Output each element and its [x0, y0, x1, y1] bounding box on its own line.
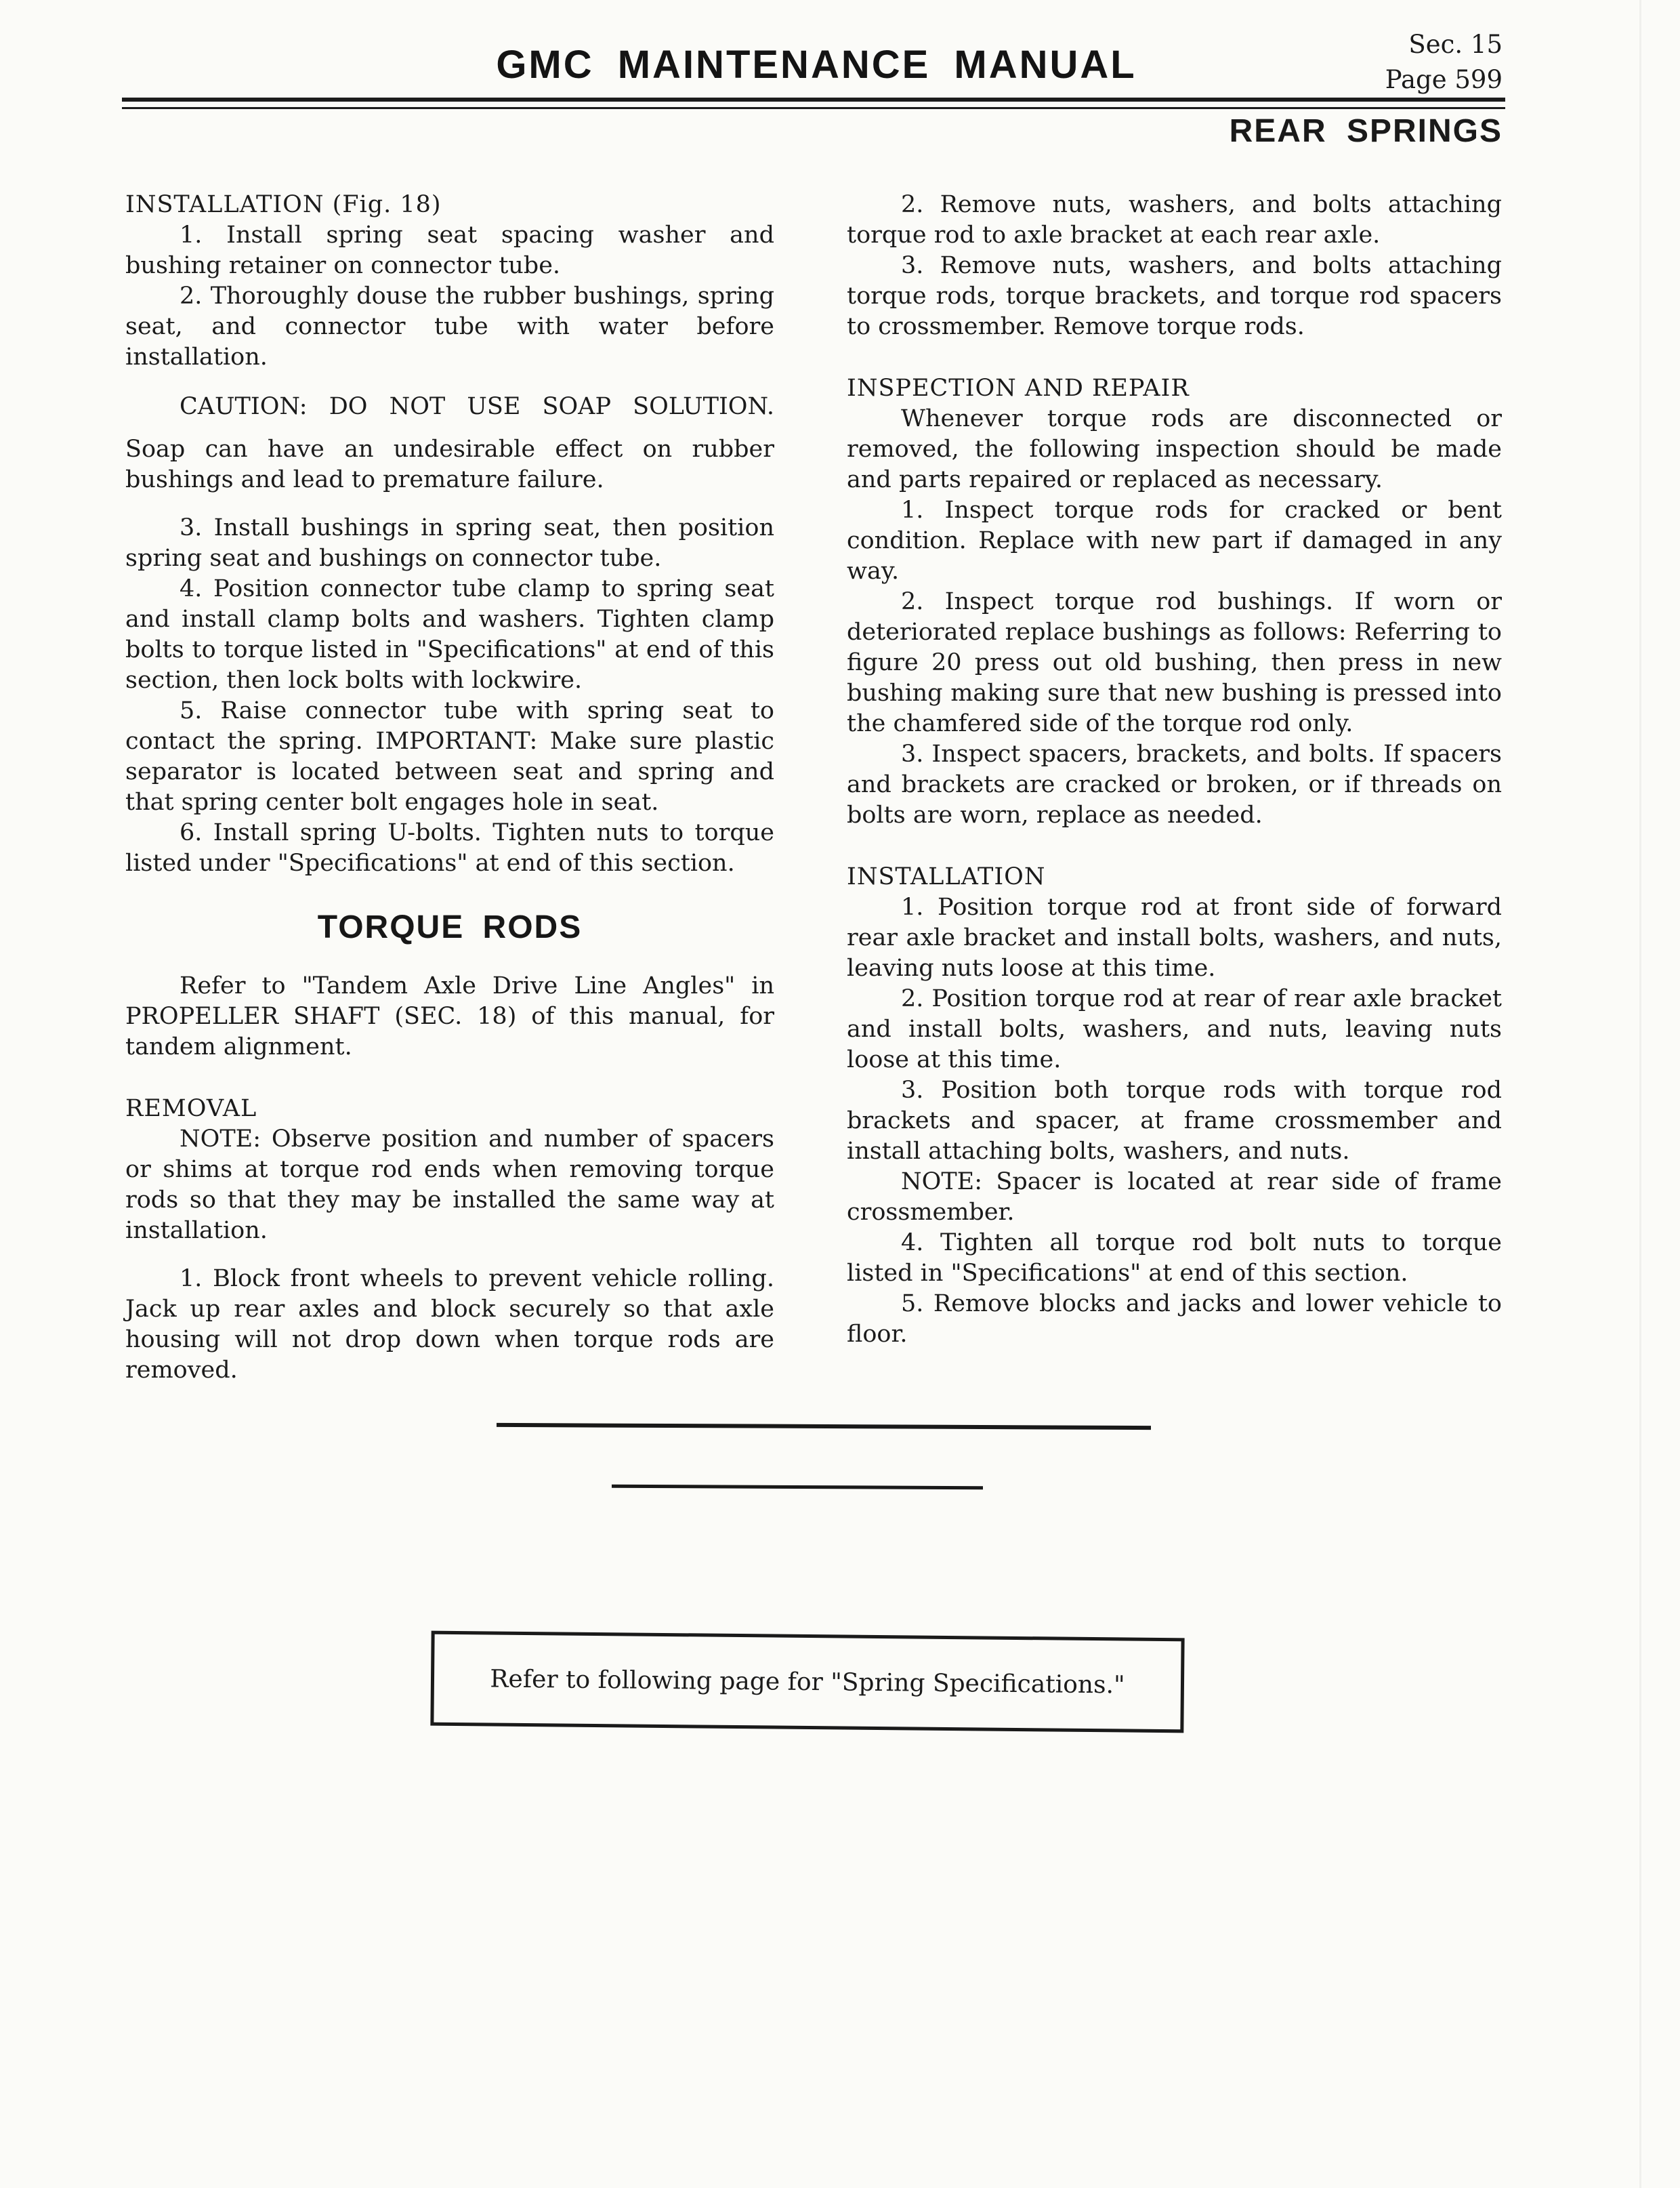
- paragraph: 2. Remove nuts, washers, and bolts attaching torque rod to axle bracket at each rear axle.: [847, 191, 1502, 249]
- section-label: Sec. 15: [1408, 30, 1503, 59]
- paragraph: 2. Inspect torque rod bushings. If worn or deteriorated replace bushings as follows: Referring to figure 20 press out old bushing, then press in new bushing making sure that new bushing is pressed into the chamfered side of the torque rod only.: [847, 588, 1502, 737]
- installation-fig18-heading: INSTALLATION (Fig. 18): [125, 191, 442, 218]
- paragraph: Soap can have an undesirable effect on rubber bushings and lead to premature failure.: [125, 436, 774, 493]
- paragraph: Refer to "Tandem Axle Drive Line Angles" in PROPELLER SHAFT (SEC. 18) of this manual, for tandem alignment.: [125, 972, 774, 1060]
- paragraph: 5. Raise connector tube with spring seat to contact the spring. IMPORTANT: Make sure plastic separator is located between seat and spring and that spring center bolt engages hole in seat.: [125, 697, 774, 816]
- reference-box: [430, 1631, 1184, 1733]
- torque-rods-heading: TORQUE RODS: [317, 909, 583, 945]
- right-column: [847, 190, 1502, 1350]
- page-subtitle-rear-springs: REAR SPRINGS: [1229, 113, 1503, 149]
- scan-streak-artifact: [1639, 0, 1641, 2188]
- removal-heading: REMOVAL: [125, 1095, 257, 1122]
- installation-heading: INSTALLATION: [847, 863, 1046, 890]
- paragraph: 5. Remove blocks and jacks and lower vehicle to floor.: [847, 1290, 1502, 1348]
- paragraph: 1. Block front wheels to prevent vehicle rolling. Jack up rear axles and block securely so that axle housing will not drop down when torque rods are removed.: [125, 1265, 774, 1384]
- paragraph: NOTE: Spacer is located at rear side of frame crossmember.: [847, 1168, 1502, 1226]
- paragraph: 4. Position connector tube clamp to spring seat and install clamp bolts and washers. Tighten clamp bolts to torque listed in "Specifications" at end of this section, then lock bolts with lockwire.: [125, 575, 774, 694]
- caution-line: CAUTION: DO NOT USE SOAP SOLUTION.: [180, 393, 774, 420]
- paragraph: 3. Inspect spacers, brackets, and bolts. If spacers and brackets are cracked or broken, or if threads on bolts are worn, replace as needed.: [847, 741, 1502, 829]
- paragraph: 3. Position both torque rods with torque rod brackets and spacer, at frame crossmember and install attaching bolts, washers, and nuts.: [847, 1077, 1502, 1165]
- reference-box-text: Refer to following page for "Spring Specifications.": [490, 1665, 1125, 1699]
- paragraph: Whenever torque rods are disconnected or removed, the following inspection should be made and parts repaired or replaced as necessary.: [847, 405, 1502, 493]
- paragraph: 2. Thoroughly douse the rubber bushings, spring seat, and connector tube with water before installation.: [125, 283, 774, 371]
- paragraph: 1. Install spring seat spacing washer and bushing retainer on connector tube.: [125, 222, 774, 279]
- header-rule-thick: [122, 98, 1505, 102]
- inspection-and-repair-heading: INSPECTION AND REPAIR: [847, 375, 1190, 402]
- paragraph: 4. Tighten all torque rod bolt nuts to torque listed in "Specifications" at end of this section.: [847, 1229, 1502, 1287]
- manual-title: GMC MAINTENANCE MANUAL: [496, 43, 1137, 87]
- page-label: Page 599: [1385, 65, 1503, 94]
- footer-rule-long: [497, 1423, 1151, 1430]
- header-rule-thin: [122, 107, 1505, 109]
- left-column: [125, 190, 774, 1386]
- paragraph: 1. Inspect torque rods for cracked or bent condition. Replace with new part if damaged in any way.: [847, 497, 1502, 585]
- footer-rule-short: [612, 1485, 983, 1489]
- paragraph: NOTE: Observe position and number of spacers or shims at torque rod ends when removing torque rods so that they may be installed the same way at installation.: [125, 1126, 774, 1244]
- paragraph: 3. Remove nuts, washers, and bolts attaching torque rods, torque brackets, and torque rod spacers to crossmember. Remove torque rods.: [847, 252, 1502, 340]
- paragraph: 2. Position torque rod at rear of rear axle bracket and install bolts, washers, and nuts, leaving nuts loose at this time.: [847, 985, 1502, 1073]
- paragraph: 3. Install bushings in spring seat, then position spring seat and bushings on connector tube.: [125, 514, 774, 572]
- paragraph: 1. Position torque rod at front side of forward rear axle bracket and install bolts, washers, and nuts, leaving nuts loose at this time.: [847, 894, 1502, 982]
- paragraph: 6. Install spring U-bolts. Tighten nuts to torque listed under "Specifications" at end of this section.: [125, 819, 774, 877]
